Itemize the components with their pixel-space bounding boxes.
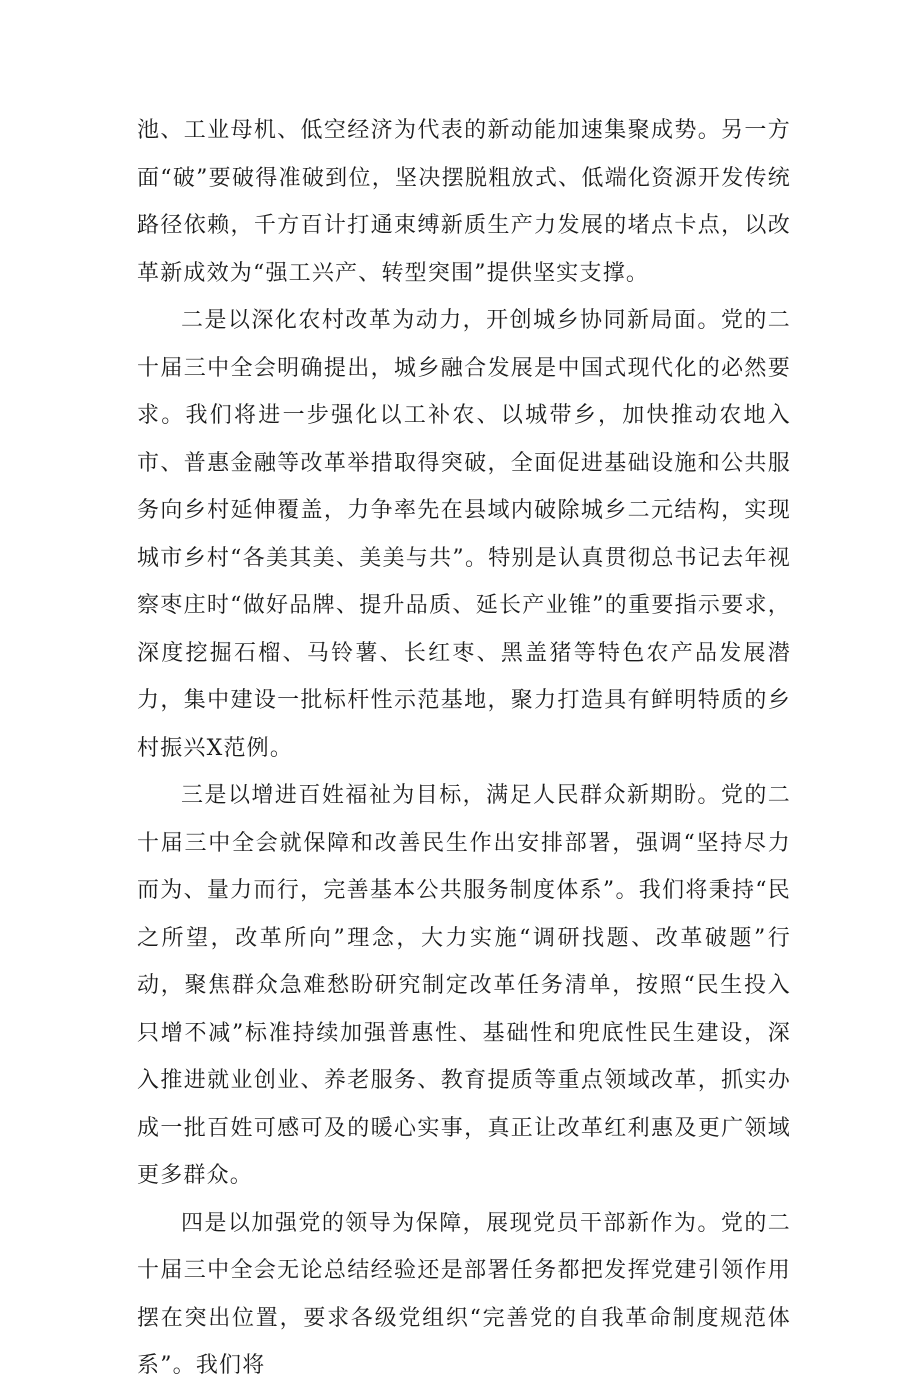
paragraph-party-leadership: 四是以加强党的领导为保障，展现党员干部新作为。党的二十届三中全会无论总结经验还是部署任务都把发挥党建引领作用摆在突出位置，要求各级党组织“完善党的自我革命制度规范体系”。我们将 — [137, 1210, 791, 1378]
paragraph-public-welfare: 三是以增进百姓福祉为目标，满足人民群众新期盼。党的二十届三中全会就保障和改善民生作出安排部署，强调“坚持尽力而为、量力而行，完善基本公共服务制度体系”。我们将秉持“民之所望，改革所向”理念，大力实施“调研找题、改革破题”行动，聚焦群众急难愁盼研究制定改革任务清单，按照“民生投入只增不减”标准持续加强普惠性、基础性和兜底性民生建设，深入推进就业创业、养老服务、教育提质等重点领域改革，抓实办成一批百姓可感可及的暖心实事，真正让改革红利惠及更广领域更多群众。 — [137, 783, 791, 1188]
paragraph-rural-reform: 二是以深化农村改革为动力，开创城乡协同新局面。党的二十届三中全会明确提出，城乡融合发展是中国式现代化的必然要求。我们将进一步强化以工补农、以城带乡，加快推动农地入市、普惠金融等改革举措取得突破，全面促进基础设施和公共服务向乡村延伸覆盖，力争率先在县域内破除城乡二元结构，实现城市乡村“各美其美、美美与共”。特别是认真贯彻总书记去年视察枣庄时“做好品牌、提升品质、延长产业锥”的重要指示要求，深度挖掘石榴、马铃薯、长红枣、黑盖猪等特色农产品发展潜力，集中建设一批标杆性示范基地，聚力打造具有鲜明特质的乡村振兴X范例。 — [137, 308, 791, 761]
paragraph-continuation: 池、工业母机、低空经济为代表的新动能加速集聚成势。另一方面“破”要破得准破到位，坚决摆脱粗放式、低端化资源开发传统路径依赖，千方百计打通束缚新质生产力发展的堵点卡点，以改革新成效为“强工兴产、转型突围”提供坚实支撑。 — [137, 118, 791, 286]
document-body — [137, 107, 791, 1390]
